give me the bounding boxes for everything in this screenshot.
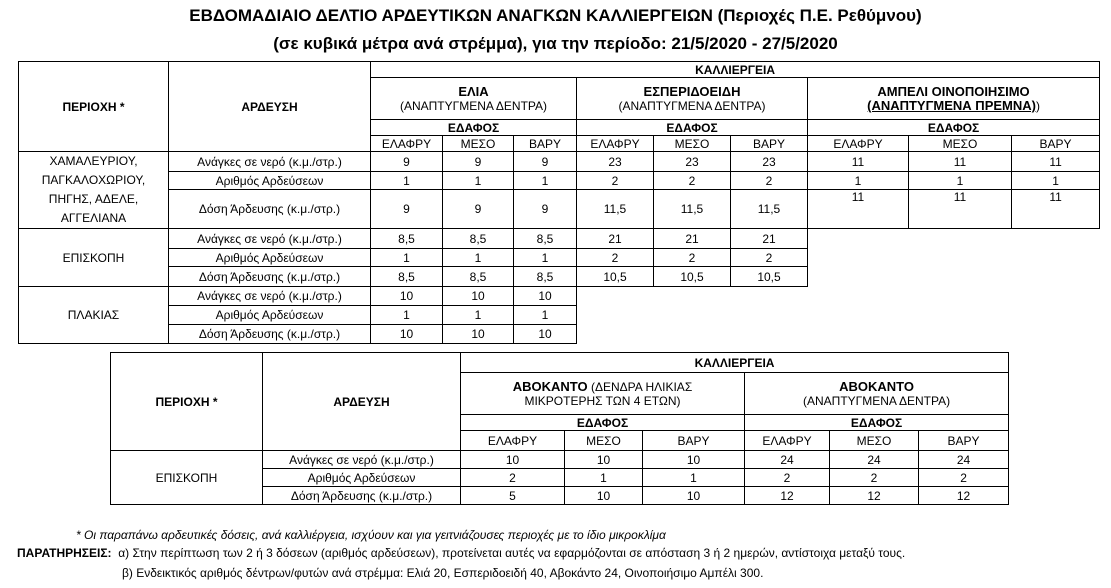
value-cell: 8,5 bbox=[443, 229, 514, 249]
row-label: Ανάγκες σε νερό (κ.μ./στρ.) bbox=[169, 152, 371, 172]
value-cell: 1 bbox=[909, 172, 1012, 190]
value-cell: 11,5 bbox=[654, 190, 731, 229]
value-cell: 2 bbox=[731, 249, 808, 267]
table-row bbox=[19, 229, 1100, 249]
area-name: ΧΑΜΑΛΕΥΡΙΟΥ, ΠΑΓΚΑΛΟΧΩΡΙΟΥ, ΠΗΓΗΣ, ΑΔΕΛΕ, ΑΓΓΕΛΙΑΝΑ bbox=[19, 152, 169, 229]
value-cell: 23 bbox=[577, 152, 654, 172]
value-cell: 2 bbox=[745, 469, 830, 487]
value-cell: 12 bbox=[919, 487, 1009, 505]
value-cell: 10,5 bbox=[654, 267, 731, 287]
crop-subtitle: (ΑΝΑΠΤΥΓΜΕΝΑ ΔΕΝΤΡΑ) bbox=[399, 98, 548, 113]
row-label: Αριθμός Αρδεύσεων bbox=[169, 306, 371, 325]
value-cell: 24 bbox=[745, 451, 830, 469]
value-cell: 2 bbox=[731, 172, 808, 190]
value-cell: 10 bbox=[371, 325, 443, 344]
soil-heavy: ΒΑΡΥ bbox=[731, 136, 808, 152]
soil-header: ΕΔΑΦΟΣ bbox=[461, 415, 745, 431]
header-crops: ΚΑΛΛΙΕΡΓΕΙΑ bbox=[371, 62, 1100, 78]
header-crops: ΚΑΛΛΙΕΡΓΕΙΑ bbox=[461, 353, 1009, 373]
table-row bbox=[19, 172, 1100, 190]
soil-header: ΕΔΑΦΟΣ bbox=[745, 415, 1009, 431]
crop-subtitle-inline: (ΔΕΝΔΡΑ ΗΛΙΚΙΑΣ bbox=[590, 379, 693, 394]
soil-medium: ΜΕΣΟ bbox=[830, 431, 919, 451]
soil-header: ΕΔΑΦΟΣ bbox=[808, 120, 1100, 136]
table-row bbox=[19, 152, 1100, 172]
value-cell: 21 bbox=[577, 229, 654, 249]
row-label: Αριθμός Αρδεύσεων bbox=[169, 172, 371, 190]
row-label: Αριθμός Αρδεύσεων bbox=[263, 469, 461, 487]
row-label: Δόση Άρδευσης (κ.μ./στρ.) bbox=[169, 325, 371, 344]
soil-heavy: ΒΑΡΥ bbox=[1012, 136, 1100, 152]
crop-subtitle: ΜΙΚΡΟΤΕΡΗΣ ΤΩΝ 4 ΕΤΩΝ) bbox=[524, 393, 681, 408]
value-cell: 1 bbox=[565, 469, 643, 487]
value-cell: 11 bbox=[909, 152, 1012, 172]
value-cell: 1 bbox=[443, 249, 514, 267]
header-area: ΠΕΡΙΟΧΗ * bbox=[19, 62, 169, 152]
soil-medium: ΜΕΣΟ bbox=[654, 136, 731, 152]
value-cell: 9 bbox=[514, 190, 577, 229]
value-cell: 11 bbox=[1012, 152, 1100, 172]
value-cell: 8,5 bbox=[371, 267, 443, 287]
value-cell: 12 bbox=[745, 487, 830, 505]
crop-citrus bbox=[577, 78, 808, 120]
value-cell: 8,5 bbox=[371, 229, 443, 249]
crop-name: ΕΛΙΑ bbox=[458, 83, 489, 99]
area-name: ΠΛΑΚΙΑΣ bbox=[19, 287, 169, 344]
value-cell: 10 bbox=[371, 287, 443, 306]
table-row bbox=[19, 190, 1100, 229]
area-name: ΕΠΙΣΚΟΠΗ bbox=[19, 229, 169, 287]
row-label: Ανάγκες σε νερό (κ.μ./στρ.) bbox=[169, 229, 371, 249]
value-cell: 9 bbox=[514, 152, 577, 172]
soil-medium: ΜΕΣΟ bbox=[909, 136, 1012, 152]
footnote: * Οι παραπάνω αρδευτικές δόσεις, ανά καλλιέργεια, ισχύουν και για γειτνιάζουσες περιοχές με το ίδιο μικροκλίμα bbox=[76, 528, 666, 542]
value-cell: 2 bbox=[461, 469, 565, 487]
value-cell: 1 bbox=[643, 469, 745, 487]
crop-name: ΕΣΠΕΡΙΔΟΕΙΔΗ bbox=[643, 83, 741, 99]
soil-light: ΕΛΑΦΡΥ bbox=[577, 136, 654, 152]
value-cell: 9 bbox=[371, 190, 443, 229]
page-subtitle: (σε κυβικά μέτρα ανά στρέμμα), για την περίοδο: 21/5/2020 - 27/5/2020 bbox=[273, 34, 838, 53]
row-label: Δόση Άρδευσης (κ.μ./στρ.) bbox=[263, 487, 461, 505]
value-cell: 8,5 bbox=[443, 267, 514, 287]
value-cell: 10 bbox=[443, 325, 514, 344]
value-cell: 10 bbox=[565, 487, 643, 505]
value-cell: 10,5 bbox=[731, 267, 808, 287]
value-cell: 10 bbox=[514, 325, 577, 344]
value-cell: 2 bbox=[919, 469, 1009, 487]
soil-header: ΕΔΑΦΟΣ bbox=[371, 120, 577, 136]
crop-subtitle: (ΑΝΑΠΤΥΓΜΕΝΑ ΔΕΝΤΡΑ) bbox=[802, 393, 951, 408]
value-cell: 10 bbox=[514, 287, 577, 306]
value-cell: 24 bbox=[830, 451, 919, 469]
crop-avocado-mature bbox=[745, 373, 1009, 415]
row-label: Ανάγκες σε νερό (κ.μ./στρ.) bbox=[263, 451, 461, 469]
value-cell: 1 bbox=[514, 306, 577, 325]
soil-heavy: ΒΑΡΥ bbox=[514, 136, 577, 152]
soil-light: ΕΛΑΦΡΥ bbox=[808, 136, 909, 152]
value-cell: 12 bbox=[830, 487, 919, 505]
crop-olive bbox=[371, 78, 577, 120]
value-cell: 2 bbox=[830, 469, 919, 487]
crop-subtitle-tail: ) bbox=[1035, 98, 1040, 113]
value-cell: 2 bbox=[654, 172, 731, 190]
value-cell: 10 bbox=[443, 287, 514, 306]
crop-name: ΑΒΟΚΑΝΤΟ bbox=[512, 378, 588, 394]
value-cell: 1 bbox=[371, 249, 443, 267]
soil-light: ΕΛΑΦΡΥ bbox=[371, 136, 443, 152]
value-cell: 9 bbox=[371, 152, 443, 172]
crop-name: ΑΒΟΚΑΝΤΟ bbox=[839, 378, 914, 394]
crop-avocado-young bbox=[461, 373, 745, 415]
note-a-text: α) Στην περίπτωση των 2 ή 3 δόσεων (αριθμός αρδεύσεων), προτείνεται αυτές να εφαρμόζονται σε απόσταση 3 ή 2 ημερών, αντίστοιχα μεταξύ τους. bbox=[118, 546, 906, 560]
value-cell: 8,5 bbox=[514, 229, 577, 249]
soil-light: ΕΛΑΦΡΥ bbox=[461, 431, 565, 451]
value-cell: 10 bbox=[643, 451, 745, 469]
value-cell: 11 bbox=[808, 190, 909, 229]
row-label: Ανάγκες σε νερό (κ.μ./στρ.) bbox=[169, 287, 371, 306]
header-irrigation: ΑΡΔΕΥΣΗ bbox=[169, 62, 371, 152]
row-label: Αριθμός Αρδεύσεων bbox=[169, 249, 371, 267]
row-label: Δόση Άρδευσης (κ.μ./στρ.) bbox=[169, 267, 371, 287]
empty-area bbox=[808, 229, 1100, 344]
value-cell: 11 bbox=[808, 152, 909, 172]
value-cell: 11,5 bbox=[577, 190, 654, 229]
value-cell: 1 bbox=[371, 306, 443, 325]
value-cell: 9 bbox=[443, 152, 514, 172]
value-cell: 5 bbox=[461, 487, 565, 505]
value-cell: 23 bbox=[654, 152, 731, 172]
value-cell: 11,5 bbox=[731, 190, 808, 229]
soil-light: ΕΛΑΦΡΥ bbox=[745, 431, 830, 451]
value-cell: 11 bbox=[909, 190, 1012, 229]
soil-header: ΕΔΑΦΟΣ bbox=[577, 120, 808, 136]
row-label: Δόση Άρδευσης (κ.μ./στρ.) bbox=[169, 190, 371, 229]
value-cell: 2 bbox=[654, 249, 731, 267]
crop-subtitle: (ΑΝΑΠΤΥΓΜΕΝΑ ΠΡΕΜΝΑ) bbox=[867, 97, 1036, 113]
value-cell: 2 bbox=[577, 172, 654, 190]
value-cell: 1 bbox=[443, 172, 514, 190]
table-row bbox=[111, 451, 1009, 469]
header-area: ΠΕΡΙΟΧΗ * bbox=[111, 353, 263, 451]
value-cell: 10 bbox=[643, 487, 745, 505]
value-cell: 21 bbox=[654, 229, 731, 249]
area-name: ΕΠΙΣΚΟΠΗ bbox=[111, 451, 263, 505]
notes-label: ΠΑΡΑΤΗΡΗΣΕΙΣ: bbox=[17, 546, 112, 560]
crop-vine bbox=[808, 78, 1100, 120]
value-cell: 21 bbox=[731, 229, 808, 249]
header-irrigation: ΑΡΔΕΥΣΗ bbox=[263, 353, 461, 451]
value-cell: 1 bbox=[371, 172, 443, 190]
value-cell: 10,5 bbox=[577, 267, 654, 287]
irrigation-table-main bbox=[18, 61, 1100, 344]
value-cell: 10 bbox=[461, 451, 565, 469]
page-title: ΕΒΔΟΜΑΔΙΑΙΟ ΔΕΛΤΙΟ ΑΡΔΕΥΤΙΚΩΝ ΑΝΑΓΚΩΝ ΚΑΛΛΙΕΡΓΕΙΩΝ (Περιοχές Π.Ε. Ρεθύμνου) bbox=[189, 6, 922, 25]
value-cell: 11 bbox=[1012, 190, 1100, 229]
soil-heavy: ΒΑΡΥ bbox=[643, 431, 745, 451]
soil-medium: ΜΕΣΟ bbox=[443, 136, 514, 152]
value-cell: 1 bbox=[514, 249, 577, 267]
note-b: β) Ενδεικτικός αριθμός δέντρων/φυτών ανά στρέμμα: Ελιά 20, Εσπεριδοειδή 40, Αβοκάντο 24, Οινοποιήσιμο Αμπέλι 300. bbox=[122, 566, 764, 580]
value-cell: 9 bbox=[443, 190, 514, 229]
value-cell: 1 bbox=[1012, 172, 1100, 190]
value-cell: 8,5 bbox=[514, 267, 577, 287]
irrigation-table-avocado bbox=[110, 352, 1009, 505]
soil-medium: ΜΕΣΟ bbox=[565, 431, 643, 451]
value-cell: 2 bbox=[577, 249, 654, 267]
note-a bbox=[17, 546, 905, 560]
value-cell: 1 bbox=[514, 172, 577, 190]
value-cell: 23 bbox=[731, 152, 808, 172]
crop-name: ΑΜΠΕΛΙ ΟΙΝΟΠΟΙΗΣΙΜΟ bbox=[877, 83, 1030, 99]
value-cell: 24 bbox=[919, 451, 1009, 469]
value-cell: 1 bbox=[808, 172, 909, 190]
soil-heavy: ΒΑΡΥ bbox=[919, 431, 1009, 451]
value-cell: 1 bbox=[443, 306, 514, 325]
empty-area bbox=[577, 287, 808, 344]
value-cell: 10 bbox=[565, 451, 643, 469]
crop-subtitle: (ΑΝΑΠΤΥΓΜΕΝΑ ΔΕΝΤΡΑ) bbox=[618, 98, 766, 113]
